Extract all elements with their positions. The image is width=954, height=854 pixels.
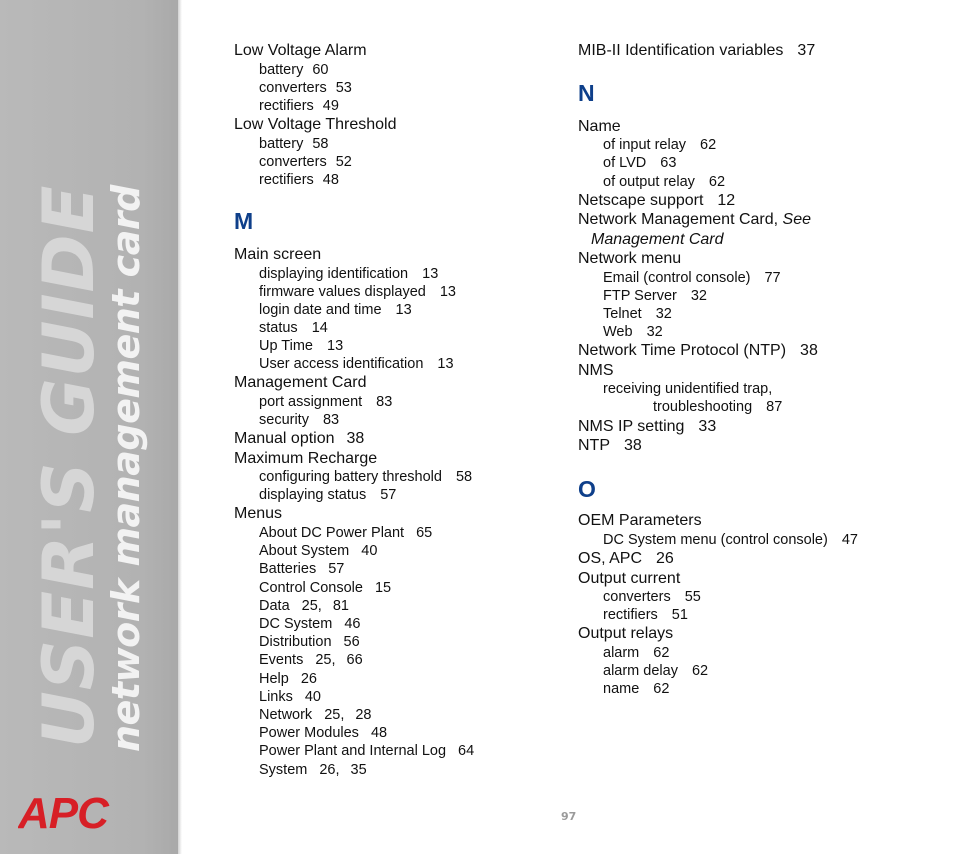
index-subentry: Events 25, 66 <box>259 652 363 669</box>
index-subentry: About DC Power Plant 65 <box>259 525 433 541</box>
index-subentry: DC System 46 <box>259 616 361 632</box>
index-subentry: displaying status 57 <box>259 487 397 503</box>
index-subentry: System 26, 35 <box>259 761 367 778</box>
index-subentry: login date and time 13 <box>259 302 412 318</box>
sidebar-subtitle: network management card <box>104 185 148 752</box>
index-term: Netscape support 12 <box>578 192 736 209</box>
index-subentry: Email (control console) 77 <box>603 270 781 286</box>
index-subentry: status 14 <box>259 320 328 336</box>
index-term: Name <box>578 118 621 135</box>
index-term: Low Voltage Alarm <box>234 42 367 59</box>
index-subentry: battery 60 <box>259 62 329 78</box>
index-subentry: Data 25, 81 <box>259 597 349 614</box>
sidebar <box>0 0 178 854</box>
index-subentry: configuring battery threshold 58 <box>259 469 473 485</box>
sidebar-title: USER'S GUIDE <box>28 184 110 748</box>
index-subentry-continued: troubleshooting 87 <box>653 399 783 415</box>
index-subentry: rectifiers 48 <box>259 172 339 188</box>
index-subentry: of input relay 62 <box>603 137 717 153</box>
index-subentry: DC System menu (control console) 47 <box>603 532 858 548</box>
index-subentry: converters 52 <box>259 154 352 170</box>
index-subentry: battery 58 <box>259 136 329 152</box>
index-subentry: Distribution 56 <box>259 634 360 651</box>
index-term: Low Voltage Threshold <box>234 116 397 133</box>
index-subentry: Web 32 <box>603 324 663 340</box>
index-subentry: rectifiers 49 <box>259 98 339 114</box>
index-subentry: Power Plant and Internal Log 64 <box>259 743 475 760</box>
index-subentry: Telnet 32 <box>603 306 672 322</box>
index-subentry: Batteries 57 <box>259 561 345 578</box>
index-term: Maximum Recharge <box>234 450 378 467</box>
index-term: Management Card <box>234 374 367 391</box>
index-subentry: Help 26 <box>259 670 317 687</box>
index-cross-reference: Management Card <box>591 231 724 248</box>
svg-text:APC: APC <box>18 792 108 832</box>
index-term: Network Time Protocol (NTP) 38 <box>578 342 818 359</box>
index-subentry: security 83 <box>259 412 340 428</box>
apc-logo <box>18 792 158 837</box>
index-term: Network Management Card, See <box>578 211 812 228</box>
section-letter-o: O <box>578 476 596 502</box>
index-term: OS, APC 26 <box>578 550 674 567</box>
index-term: Output relays <box>578 625 674 642</box>
index-subentry: Control Console 15 <box>259 579 392 596</box>
index-subentry: of output relay 62 <box>603 174 726 190</box>
index-term: Manual option 38 <box>234 430 365 447</box>
index-subentry: FTP Server 32 <box>603 288 707 304</box>
index-term: Main screen <box>234 246 322 263</box>
index-subentry: About System 40 <box>259 543 378 560</box>
index-subentry: port assignment 83 <box>259 394 393 410</box>
index-subentry: receiving unidentified trap, <box>603 381 773 397</box>
index-subentry: name 62 <box>603 681 670 697</box>
index-term: Output current <box>578 570 681 587</box>
index-term: Menus <box>234 505 283 522</box>
index-term: Network menu <box>578 250 682 267</box>
index-term: NMS IP setting 33 <box>578 418 717 435</box>
index-subentry: User access identification 13 <box>259 356 454 372</box>
index-subentry: displaying identification 13 <box>259 266 439 282</box>
section-letter-m: M <box>234 208 254 234</box>
index-term: NMS <box>578 362 614 379</box>
index-subentry: alarm 62 <box>603 645 670 661</box>
index-subentry: converters 53 <box>259 80 352 96</box>
index-subentry: Up Time 13 <box>259 338 344 354</box>
section-letter-n: N <box>578 80 595 106</box>
index-subentry: rectifiers 51 <box>603 607 688 623</box>
index-subentry: Power Modules 48 <box>259 725 388 742</box>
index-subentry: converters 55 <box>603 589 701 605</box>
index-subentry: of LVD 63 <box>603 155 677 171</box>
index-term: MIB-II Identification variables 37 <box>578 42 816 59</box>
index-subentry: Links 40 <box>259 688 321 705</box>
index-subentry: alarm delay 62 <box>603 663 709 679</box>
index-term: NTP 38 <box>578 437 642 454</box>
page-number: 97 <box>561 810 577 823</box>
index-subentry: Network 25, 28 <box>259 707 372 723</box>
index-subentry: firmware values displayed 13 <box>259 284 456 300</box>
index-term: OEM Parameters <box>578 512 702 529</box>
